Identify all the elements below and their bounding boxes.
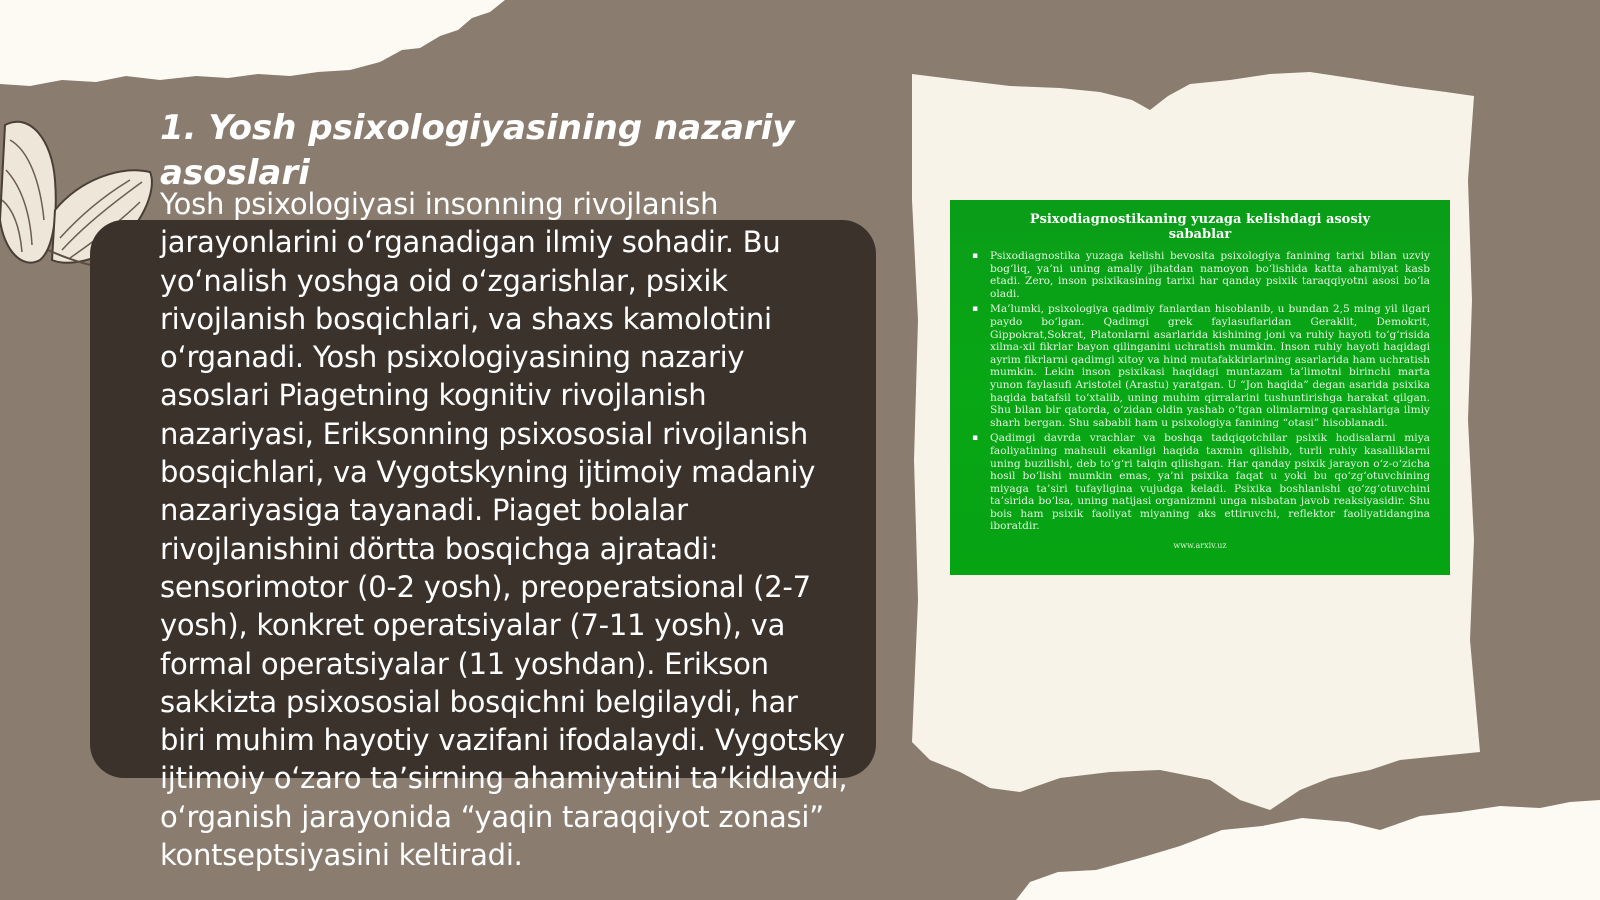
document-footer: www.arxiv.uz <box>1173 541 1227 551</box>
torn-paper-top-left <box>0 0 505 86</box>
body-text: Yosh psixologiyasi insonning rivojlanish jarayonlarini o‘rganadigan ilmiy sohadir. Bu yo‘nalish yoshga oid o‘zgarishlar, psixik rivojlanish bosqichlari, va shaxs kamolotini o‘rganadi. Yosh psixologiyasining nazariy asoslari Piagetning kognitiv rivojlanish nazariyasi, Eriksonning psixososial rivojlanish bosqichlari, va Vygotskyning ijtimoiy madaniy nazariyasiga tayanadi. Piaget bolalar rivojlanishini dörtta bosqichga ajratadi: sensorimotor (0-2 yosh), preoperatsional (2-7 yosh), konkret operatsiyalar (7-11 yosh), va formal operatsiyalar (11 yoshdan). Erikson sakkizta psixososial bosqichni belgilaydi, har biri muhim hayotiy vazifani ifodalaydi. Vygotsky ijtimoiy o‘zaro ta’sirning ahamiyatini ta’kidlaydi, o‘rganish jarayonida “yaqin taraqqiyot zonasi” kontseptsiyasini keltiradi. <box>160 187 848 873</box>
document-bullet: ▪ Psixodiagnostika yuzaga kelishi bevosita psixologiya fanining tarixi bilan uzviy bog‘liq, ya’ni uning amaliy jihatdan namoyon bo‘lishida katta ahamiyat kasb etadi. Zero, inson psixikasining tarixi har qanday psixik taraqqiyotni asosi bo‘la oladi. <box>990 250 1430 300</box>
slide-title: 1. Yosh psixologiyasining nazariy asoslari <box>160 108 795 193</box>
document-bullet: ▪ Qadimgi davrda vrachlar va boshqa tadqiqotchilar psixik hodisalarni miya faoliyatining mahsuli ekanligi haqida taxmin qilishib, turli ruhiy kasalliklarni uning buzilishi, deb to‘g‘ri talqin qilishgan. Har qanday psixik jarayon o‘z-o‘zicha hosil bo‘lishi mumkin emas, ya’ni psixika faqat u yoki bu qo‘zg‘otuvchining miyaga ta’siri tufayligina vujudga keladi. Psixika boshlanishi qo‘zg‘otuvchini ta’sirida bo‘lsa, uning natijasi organizmni unga nisbatan javob reaksiyasidir. Shu bois ham psixik faoliyat miyaning aks ettiruvchi, reflektor faoliyatidangina iboratdir. <box>990 432 1430 533</box>
document-heading: Psixodiagnostikaning yuzaga kelishdagi asosiy sabablar <box>1029 212 1371 242</box>
torn-paper-bottom-right <box>1016 800 1600 900</box>
document-bullet: ▪ Ma’lumki, psixologiya qadimiy fanlardan hisoblanib, u bundan 2,5 ming yil ilgari paydo bo‘lgan. Qadimgi grek faylasuflaridan Geraklit, Demokrit, Gippokrat,Sokrat, Platonlarni asarlarida kishining joni va ruhiy hayoti to‘g‘risida xilma-xil fikrlar bayon qilinganini uchratish mumkin. Inson ruhiy hayoti haqidagi ayrim fikrlarni qadimgi xitoy va hind mutafakkirlarining asarlarida ham uchratish mumkin. Lekin inson psixikasi haqidagi muntazam ta’limotni birinchi marta yunon faylasufi Aristotel (Arastu) yaratgan. U “Jon haqida” degan asarida psixika haqida batafsil to‘xtalib, uning muhim qirralarini tushuntirishga harakat qilgan. Shu bilan bir qatorda, o‘zidan oldin yashab o‘tgan olimlarning qarashlariga ilmiy sharh bergan. Shu sababli ham u psixologiya fanining “otasi” hisoblanadi. <box>990 303 1430 429</box>
document-bullet-list <box>970 250 1430 533</box>
document-image <box>950 200 1450 575</box>
